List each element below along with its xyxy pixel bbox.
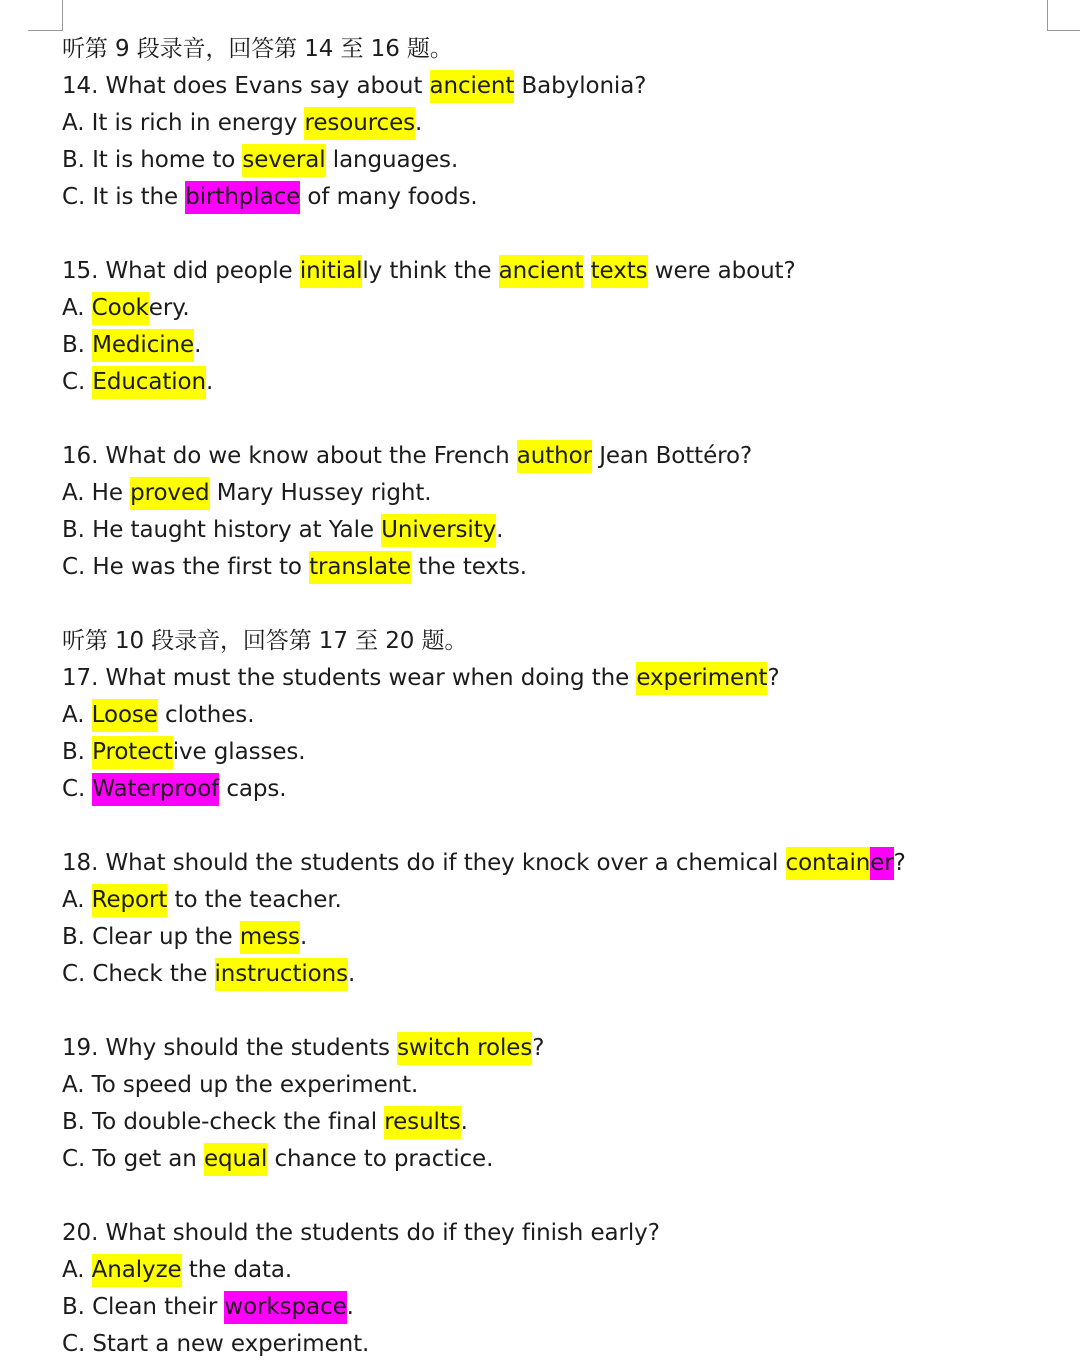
q18-b-line: [62, 919, 1062, 956]
text-segment: 16. What do we know about the French: [62, 443, 517, 469]
q18-a-line: [62, 882, 1062, 919]
highlight-yellow: initial: [300, 255, 363, 288]
q16-c-line: [62, 549, 1062, 586]
highlight-yellow: Loose: [92, 699, 158, 732]
text-segment: .: [346, 1294, 354, 1320]
q15-b-line: [62, 327, 1062, 364]
highlight-yellow: Report: [92, 884, 168, 917]
blank-line: [62, 586, 1062, 623]
text-segment: the data.: [181, 1257, 293, 1283]
q19-b-line: [62, 1104, 1062, 1141]
highlight-yellow: Education: [92, 366, 206, 399]
text-segment: A. To speed up the experiment.: [62, 1072, 419, 1098]
page-corner-mark-right: [1047, 0, 1080, 31]
highlight-magenta: birthplace: [185, 181, 300, 214]
highlight-yellow: instructions: [215, 958, 349, 991]
q17-b-line: [62, 734, 1062, 771]
highlight-yellow: author: [517, 440, 592, 473]
text-segment: B. Clear up the: [62, 924, 240, 950]
q20-a-line: [62, 1252, 1062, 1289]
q17-line: [62, 660, 1062, 697]
text-segment: Jean Bottéro?: [591, 443, 753, 469]
highlight-yellow: results: [384, 1106, 460, 1139]
text-segment: the texts.: [410, 554, 527, 580]
q19-line: [62, 1030, 1062, 1067]
text-segment: 20. What should the students do if they finish early?: [62, 1220, 660, 1246]
q15-a-line: [62, 290, 1062, 327]
text-segment: A. He: [62, 480, 131, 506]
text-segment: ?: [532, 1035, 545, 1061]
text-segment: Babylonia?: [514, 73, 647, 99]
text-segment: languages.: [325, 147, 459, 173]
text-segment: C.: [62, 776, 93, 802]
text-segment: ery.: [148, 295, 190, 321]
text-segment: [583, 255, 590, 288]
highlight-yellow: texts: [591, 255, 648, 288]
text-segment: .: [415, 110, 423, 136]
text-segment: 17. What must the students wear when doing the: [62, 665, 637, 691]
text-segment: B. To double-check the final: [62, 1109, 385, 1135]
text-segment: ?: [893, 850, 906, 876]
text-segment: C. It is the: [62, 184, 186, 210]
text-segment: A.: [62, 1257, 92, 1283]
highlight-yellow: Cook: [92, 292, 149, 325]
text-segment: Mary Hussey right.: [209, 480, 432, 506]
q15-c-line: [62, 364, 1062, 401]
text-segment: B. It is home to: [62, 147, 243, 173]
highlight-yellow: translate: [309, 551, 411, 584]
highlight-yellow: equal: [204, 1143, 267, 1176]
text-segment: 听第 9 段录音，回答第 14 至 16 题。: [62, 36, 453, 62]
q14-b-line: [62, 142, 1062, 179]
text-segment: B.: [62, 739, 93, 765]
blank-line: [62, 216, 1062, 253]
text-segment: C. Start a new experiment.: [62, 1331, 370, 1357]
text-segment: 19. Why should the students: [62, 1035, 398, 1061]
text-segment: C. Check the: [62, 961, 215, 987]
section-10-heading-line: [62, 623, 1062, 660]
text-segment: chance to practice.: [267, 1146, 494, 1172]
blank-line: [62, 808, 1062, 845]
highlight-yellow: proved: [130, 477, 209, 510]
text-segment: of many foods.: [300, 184, 478, 210]
text-segment: to the teacher.: [167, 887, 342, 913]
text-segment: 18. What should the students do if they knock over a chemical: [62, 850, 786, 876]
text-segment: clothes.: [157, 702, 255, 728]
q16-b-line: [62, 512, 1062, 549]
q18-line: [62, 845, 1062, 882]
highlight-magenta: workspace: [224, 1291, 346, 1324]
highlight-yellow: Analyze: [92, 1254, 182, 1287]
text-segment: 14. What does Evans say about: [62, 73, 430, 99]
text-segment: C. He was the first to: [62, 554, 310, 580]
text-segment: .: [206, 369, 214, 395]
highlight-magenta: er: [870, 847, 893, 880]
q18-c-line: [62, 956, 1062, 993]
blank-line: [62, 993, 1062, 1030]
highlight-yellow: switch roles: [397, 1032, 532, 1065]
highlight-yellow: ancient: [430, 70, 515, 103]
highlight-yellow: resources: [304, 107, 415, 140]
highlight-yellow: Medicine: [92, 329, 194, 362]
text-segment: A. It is rich in energy: [62, 110, 305, 136]
text-segment: were about?: [647, 258, 796, 284]
q15-line: [62, 253, 1062, 290]
text-segment: .: [348, 961, 356, 987]
q19-c-line: [62, 1141, 1062, 1178]
text-segment: .: [299, 924, 308, 950]
text-segment: ?: [767, 665, 780, 691]
text-segment: .: [460, 1109, 468, 1135]
text-segment: B.: [62, 332, 93, 358]
q14-a-line: [62, 105, 1062, 142]
q14-line: [62, 68, 1062, 105]
text-segment: 听第 10 段录音，回答第 17 至 20 题。: [62, 628, 468, 654]
text-segment: .: [496, 517, 504, 543]
highlight-yellow: mess: [240, 921, 300, 954]
text-segment: ive glasses.: [172, 739, 306, 765]
q16-a-line: [62, 475, 1062, 512]
highlight-yellow: contain: [786, 847, 871, 880]
highlight-yellow: ancient: [499, 255, 584, 288]
text-segment: A.: [62, 702, 92, 728]
text-segment: caps.: [219, 776, 287, 802]
text-segment: A.: [62, 887, 92, 913]
text-segment: 15. What did people: [62, 258, 300, 284]
q14-c-line: [62, 179, 1062, 216]
text-segment: .: [194, 332, 202, 358]
highlight-yellow: several: [242, 144, 325, 177]
q16-line: [62, 438, 1062, 475]
document-body: [62, 31, 1062, 1363]
q20-b-line: [62, 1289, 1062, 1326]
highlight-yellow: experiment: [636, 662, 767, 695]
text-segment: B. Clean their: [62, 1294, 225, 1320]
blank-line: [62, 401, 1062, 438]
q17-a-line: [62, 697, 1062, 734]
q17-c-line: [62, 771, 1062, 808]
q20-line: [62, 1215, 1062, 1252]
blank-line: [62, 1178, 1062, 1215]
highlight-magenta: Waterproof: [92, 773, 219, 806]
highlight-yellow: Protect: [92, 736, 173, 769]
section-9-heading-line: [62, 31, 1062, 68]
text-segment: ly think the: [362, 258, 499, 284]
highlight-yellow: University: [381, 514, 496, 547]
text-segment: C.: [62, 369, 93, 395]
q19-a-line: [62, 1067, 1062, 1104]
text-segment: A.: [62, 295, 92, 321]
text-segment: C. To get an: [62, 1146, 204, 1172]
page-corner-mark-left: [28, 0, 63, 31]
q20-c-line: [62, 1326, 1062, 1363]
text-segment: B. He taught history at Yale: [62, 517, 382, 543]
